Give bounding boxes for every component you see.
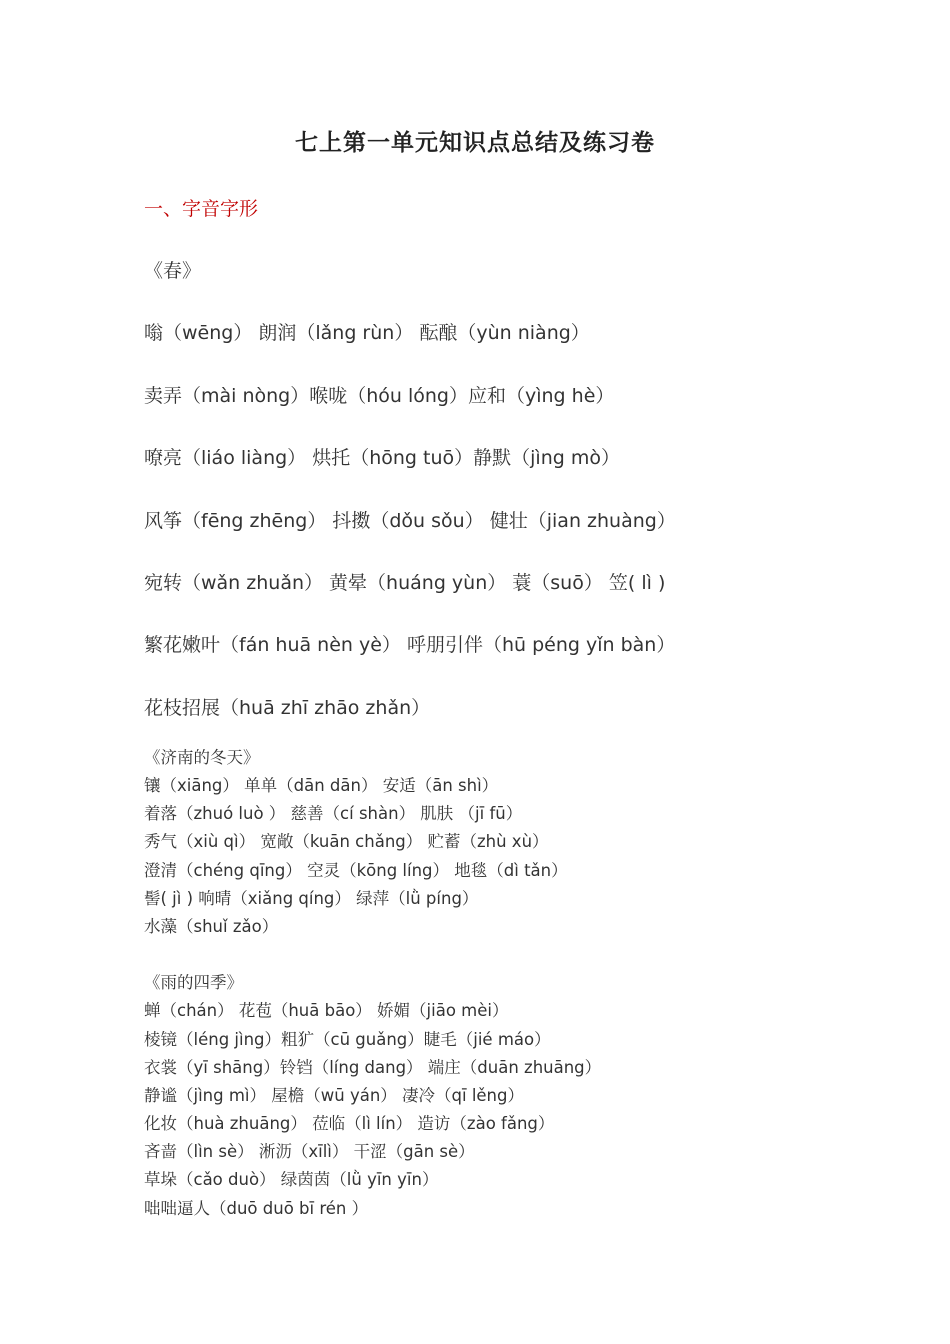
vocab-line: 澄清（chéng qīng） 空灵（kōng líng） 地毯（dì tǎn） [144,861,568,880]
vocab-line: 嗡（wēng） 朗润（lǎng rùn） 酝酿（yùn niàng） [144,322,590,344]
vocab-line: 秀气（xiù qì） 宽敞（kuān chǎng） 贮蓄（zhù xù） [144,832,549,851]
vocab-line: 宛转（wǎn zhuǎn） 黄晕（huáng yùn） 蓑（suō） 笠( lì ) [144,572,666,594]
vocab-line: 草垛（cǎo duò） 绿茵茵（lǜ yīn yīn） [144,1170,439,1189]
vocab-line: 风筝（fēng zhēng） 抖擞（dǒu sǒu） 健壮（jian zhuàng） [144,510,676,532]
vocab-line: 镶（xiāng） 单单（dān dān） 安适（ān shì） [144,776,499,795]
vocab-line: 衣裳（yī shāng）铃铛（líng dang） 端庄（duān zhuāng） [144,1058,602,1077]
vocab-line: 咄咄逼人（duō duō bī rén ） [144,1199,369,1218]
vocab-line: 着落（zhuó luò ） 慈善（cí shàn） 肌肤 （jī fū） [144,804,523,823]
vocab-line: 静谧（jìng mì） 屋檐（wū yán） 凄冷（qī lěng） [144,1086,524,1105]
vocab-line: 髻( jì ) 响晴（xiǎng qíng） 绿萍（lǜ píng） [144,889,479,908]
vocab-line: 蝉（chán） 花苞（huā bāo） 娇媚（jiāo mèi） [144,1001,509,1020]
lesson-title-chun: 《春》 [144,260,202,282]
vocab-line: 卖弄（mài nòng）喉咙（hóu lóng）应和（yìng hè） [144,385,615,407]
page-title: 七上第一单元知识点总结及练习卷 [295,129,655,156]
vocab-line: 水藻（shuǐ zǎo） [144,917,279,936]
lesson-title-jinan: 《济南的冬天》 [144,748,260,767]
lesson-title-yu: 《雨的四季》 [144,973,243,992]
vocab-line: 花枝招展（huā zhī zhāo zhǎn） [144,697,431,719]
vocab-line: 棱镜（léng jìng）粗犷（cū guǎng）睫毛（jié máo） [144,1030,551,1049]
vocab-line: 化妆（huà zhuāng） 莅临（lì lín） 造访（zào fǎng） [144,1114,555,1133]
vocab-line: 嘹亮（liáo liàng） 烘托（hōng tuō）静默（jìng mò） [144,447,620,469]
vocab-line: 吝啬（lìn sè） 淅沥（xīlì） 干涩（gān sè） [144,1142,475,1161]
section-heading-pronunciation: 一、字音字形 [144,198,259,220]
vocab-line: 繁花嫩叶（fán huā nèn yè） 呼朋引伴（hū péng yǐn bàn） [144,634,676,656]
